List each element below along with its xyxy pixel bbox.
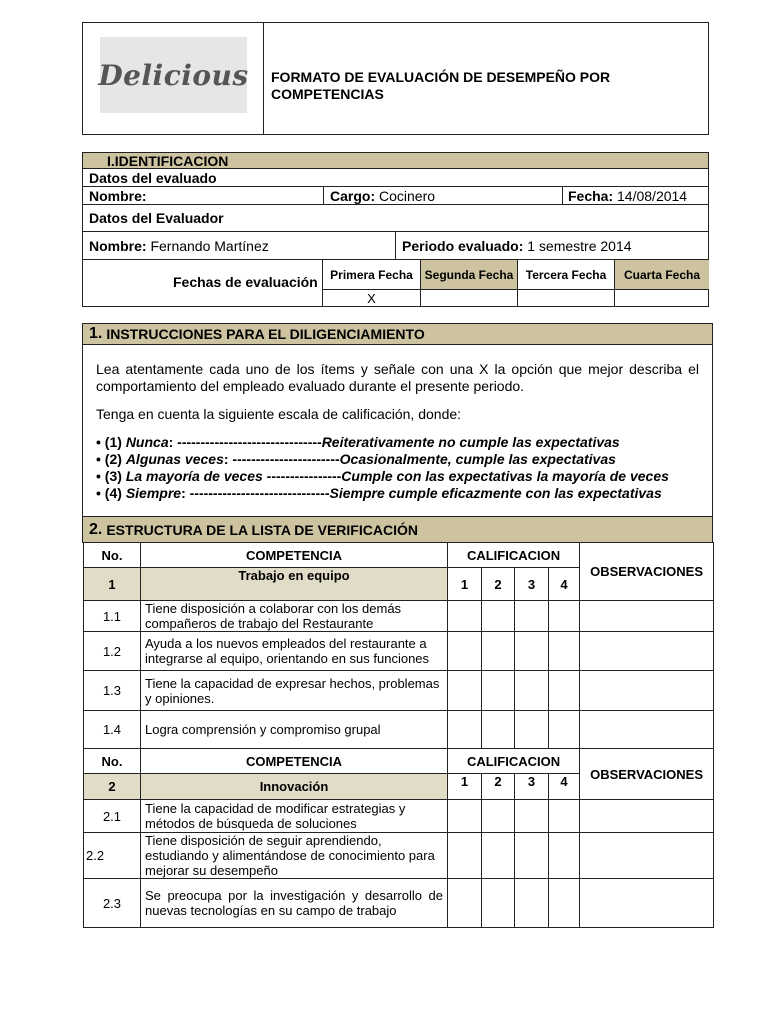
fecha-mark-primera[interactable]: X [367, 290, 376, 306]
observaciones-cell[interactable] [580, 800, 714, 833]
observaciones-cell[interactable] [580, 671, 714, 711]
table-row [84, 632, 714, 671]
rating-cell-1[interactable] [448, 671, 482, 711]
rating-cell-4[interactable] [549, 800, 580, 833]
rating-header-2: 2 [482, 568, 515, 601]
rating-cell-2[interactable] [482, 833, 515, 879]
item-description: Logra comprensión y compromiso grupal [141, 711, 448, 749]
observaciones-cell[interactable] [580, 879, 714, 928]
table-header-row [84, 543, 714, 568]
evaluador-row [83, 232, 708, 260]
rating-cell-2[interactable] [482, 671, 515, 711]
group-number: 1 [84, 568, 141, 601]
logo-text: Delicious [98, 58, 249, 92]
table-row [84, 601, 714, 632]
item-description: Ayuda a los nuevos empleados del restaurante a integrarse al equipo, orientando en sus funciones [141, 632, 448, 671]
item-number: 1.3 [84, 671, 141, 711]
item-number: 1.2 [84, 632, 141, 671]
cargo-field: Cargo: Cocinero [323, 187, 562, 204]
datos-evaluador-label: Datos del Evaluador [83, 205, 708, 232]
rating-scale-item: • (4) Siempre: ------------------------------Siempre cumple eficazmente con las expectativas [96, 485, 662, 501]
rating-scale-item: • (3) La mayoría de veces ----------------Cumple con las expectativas la mayoría de veces [96, 468, 669, 484]
rating-header-1: 1 [448, 568, 482, 601]
item-description: Se preocupa por la investigación y desarrollo de nuevas tecnologías en su campo de trabajo [141, 879, 448, 928]
competencia-table-1 [83, 542, 714, 749]
fecha-header-tercera: Tercera Fecha [517, 260, 614, 290]
table-row [84, 833, 714, 879]
fechas-evaluacion-label: Fechas de evaluación [173, 274, 318, 290]
item-description: Tiene disposición a colaborar con los demás compañeros de trabajo del Restaurante [141, 601, 448, 632]
table-row [84, 800, 714, 833]
rating-header-2: 2 [482, 774, 515, 800]
document-title: FORMATO DE EVALUACIÓN DE DESEMPEÑO POR COMPETENCIAS [271, 69, 611, 102]
rating-cell-1[interactable] [448, 632, 482, 671]
rating-cell-4[interactable] [549, 711, 580, 749]
document-header [82, 22, 709, 135]
evaluado-nombre-field: Nombre: [89, 187, 147, 204]
rating-header-3: 3 [515, 774, 549, 800]
rating-cell-3[interactable] [515, 800, 549, 833]
item-number: 2.1 [84, 800, 141, 833]
group-name: Innovación [141, 774, 448, 800]
rating-scale-item: • (2) Algunas veces: -----------------------Ocasionalmente, cumple las expectativas [96, 451, 616, 467]
rating-cell-1[interactable] [448, 833, 482, 879]
rating-cell-3[interactable] [515, 632, 549, 671]
item-number: 1.1 [84, 601, 141, 632]
rating-cell-3[interactable] [515, 601, 549, 632]
rating-cell-4[interactable] [549, 879, 580, 928]
col-calificacion-header: CALIFICACION [448, 749, 580, 774]
fecha-mark-segunda[interactable] [420, 290, 517, 306]
identificacion-title: I.IDENTIFICACION [83, 153, 708, 169]
rating-cell-1[interactable] [448, 879, 482, 928]
rating-cell-2[interactable] [482, 711, 515, 749]
rating-cell-4[interactable] [549, 833, 580, 879]
company-logo [100, 37, 247, 113]
observaciones-cell[interactable] [580, 833, 714, 879]
fecha-mark-tercera[interactable] [517, 290, 614, 306]
rating-cell-4[interactable] [549, 632, 580, 671]
rating-cell-3[interactable] [515, 711, 549, 749]
instrucciones-section [82, 323, 713, 517]
rating-cell-1[interactable] [448, 711, 482, 749]
observaciones-cell[interactable] [580, 601, 714, 632]
group-name: Trabajo en equipo [141, 568, 448, 601]
rating-cell-2[interactable] [482, 879, 515, 928]
evaluado-row [83, 187, 708, 205]
item-description: Tiene la capacidad de modificar estrategias y métodos de búsqueda de soluciones [141, 800, 448, 833]
rating-cell-1[interactable] [448, 800, 482, 833]
col-competencia-header: COMPETENCIA [141, 749, 448, 774]
evaluador-nombre-field: Nombre: Fernando Martínez [89, 237, 269, 254]
rating-header-3: 3 [515, 568, 549, 601]
rating-cell-3[interactable] [515, 671, 549, 711]
rating-cell-3[interactable] [515, 833, 549, 879]
col-competencia-header: COMPETENCIA [141, 543, 448, 568]
rating-cell-3[interactable] [515, 879, 549, 928]
col-observaciones-header: OBSERVACIONES [580, 543, 714, 601]
fecha-header-cuarta: Cuarta Fecha [614, 260, 709, 290]
item-description: Tiene la capacidad de expresar hechos, problemas y opiniones. [141, 671, 448, 711]
col-calificacion-header: CALIFICACION [448, 543, 580, 568]
table-row [84, 879, 714, 928]
rating-scale-list [96, 434, 706, 502]
item-description: Tiene disposición de seguir aprendiendo, estudiando y alimentándose de conocimiento para mejorar su desempeño [141, 833, 448, 879]
fecha-field: Fecha: 14/08/2014 [562, 187, 708, 204]
col-no-header: No. [84, 749, 141, 774]
group-number: 2 [84, 774, 141, 800]
table-header-row [84, 749, 714, 774]
rating-header-4: 4 [549, 774, 580, 800]
rating-cell-4[interactable] [549, 601, 580, 632]
logo-cell [83, 23, 264, 134]
instrucciones-title: 1. INSTRUCCIONES PARA EL DILIGENCIAMIENTO [83, 324, 712, 345]
table-row [84, 671, 714, 711]
instrucciones-paragraph-2: Tenga en cuenta la siguiente escala de calificación, donde: [96, 406, 462, 422]
rating-header-4: 4 [549, 568, 580, 601]
rating-cell-2[interactable] [482, 601, 515, 632]
item-number: 1.4 [84, 711, 141, 749]
item-number: 2.3 [84, 879, 141, 928]
col-observaciones-header: OBSERVACIONES [580, 749, 714, 800]
rating-cell-2[interactable] [482, 800, 515, 833]
observaciones-cell[interactable] [580, 632, 714, 671]
periodo-field: Periodo evaluado: 1 semestre 2014 [395, 232, 708, 259]
identificacion-section [82, 152, 709, 307]
fecha-mark-cuarta[interactable] [614, 290, 709, 306]
rating-cell-4[interactable] [549, 671, 580, 711]
datos-evaluado-label: Datos del evaluado [83, 169, 708, 187]
rating-header-1: 1 [448, 774, 482, 800]
estructura-title: 2. ESTRUCTURA DE LA LISTA DE VERIFICACIÓN [82, 516, 713, 543]
instrucciones-paragraph-1: Lea atentamente cada uno de los ítems y señale con una X la opción que mejor describa el comportamiento del empleado evaluado durante el presente periodo. [96, 361, 699, 394]
table-row [84, 711, 714, 749]
observaciones-cell[interactable] [580, 711, 714, 749]
fecha-header-segunda: Segunda Fecha [420, 260, 517, 290]
rating-cell-2[interactable] [482, 632, 515, 671]
rating-cell-1[interactable] [448, 601, 482, 632]
item-number: 2.2 [84, 833, 141, 879]
competencia-table-2 [83, 748, 714, 928]
col-no-header: No. [84, 543, 141, 568]
rating-scale-item: • (1) Nunca: -------------------------------Reiterativamente no cumple las expectativas [96, 434, 620, 450]
fechas-grid [322, 260, 708, 306]
fecha-header-primera: Primera Fecha [323, 260, 420, 290]
